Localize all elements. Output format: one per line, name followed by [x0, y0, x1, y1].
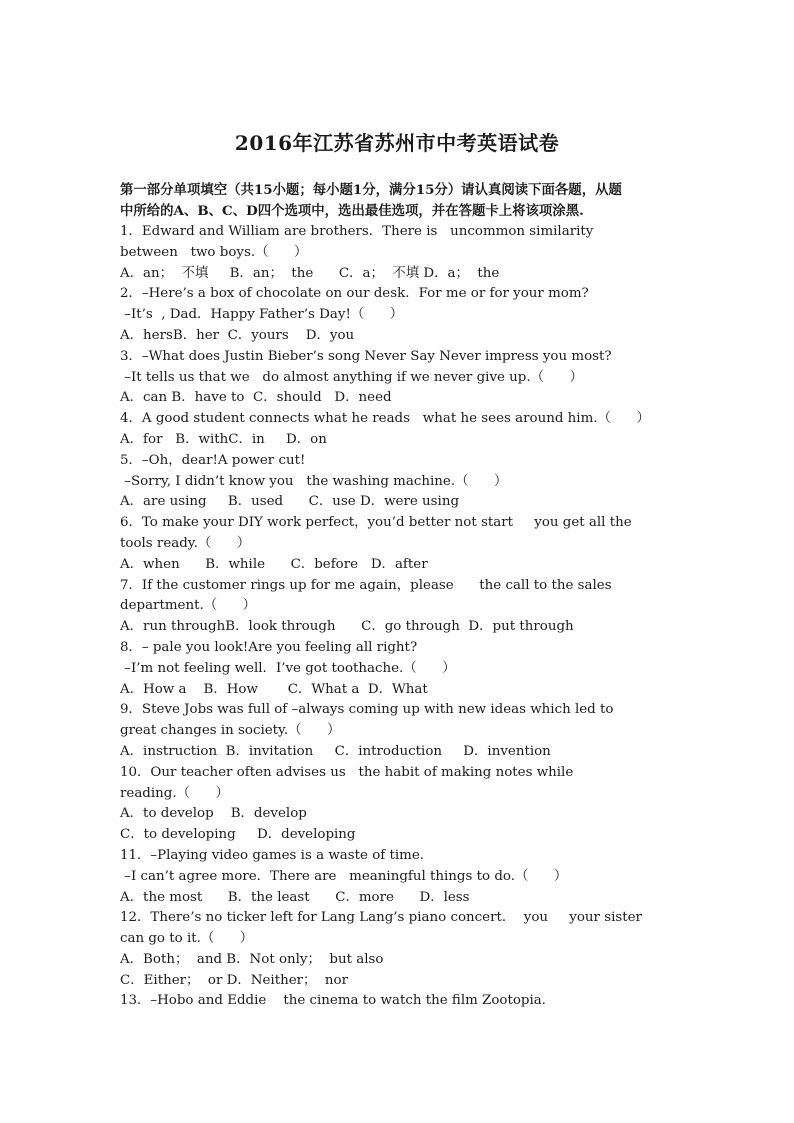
question-text: 9．Steve Jobs was full of –always coming up with new ideas which led to — [120, 702, 614, 718]
section-instructions — [120, 180, 680, 222]
question-6 — [120, 513, 680, 575]
answer-options: A．hersB．her C．yours D．you — [120, 327, 355, 343]
instruction-line: 中所给的A、B、C、D四个选项中，选出最佳选项，并在答题卡上将该项涂黑. — [120, 203, 584, 219]
question-text: 11．–Playing video games is a waste of time. — [120, 847, 425, 863]
question-13 — [120, 991, 680, 1012]
question-7 — [120, 576, 680, 638]
answer-options: A．to develop B．develop — [120, 806, 307, 822]
question-text: between two boys.（ ） — [120, 244, 308, 260]
answer-options: A．can B．have to C．should D．need — [120, 390, 392, 406]
answer-options: A．an； 不填 B．an； the C．a； 不填 D．a； the — [120, 265, 500, 281]
answer-options: C．to developing D．developing — [120, 827, 356, 843]
question-text: –I’m not feeling well．I’ve got toothache.（ ） — [120, 660, 456, 676]
question-text: 2．–Here’s a box of chocolate on our desk．For me or for your mom? — [120, 286, 589, 302]
question-text: 12．There’s no ticker left for Lang Lang’s piano concert． you your sister — [120, 910, 642, 926]
question-9 — [120, 700, 680, 762]
question-text: reading.（ ） — [120, 785, 229, 801]
question-11 — [120, 846, 680, 908]
question-list — [120, 222, 680, 1012]
question-text: can go to it.（ ） — [120, 931, 254, 947]
question-text: tools ready.（ ） — [120, 535, 251, 551]
answer-options: A．Both； and B．Not only； but also — [120, 951, 384, 967]
answer-options: A．run throughB．look through C．go through D．put through — [120, 619, 574, 635]
question-text: –It tells us that we do almost anything if we never give up.（ ） — [120, 369, 583, 385]
question-8 — [120, 638, 680, 700]
question-text: 4．A good student connects what he reads what he sees around him.（ ） — [120, 411, 650, 427]
question-4 — [120, 409, 680, 451]
question-text: 8．– pale you look!Are you feeling all right? — [120, 639, 418, 655]
question-10 — [120, 763, 680, 846]
question-12 — [120, 908, 680, 991]
question-5 — [120, 451, 680, 513]
question-text: great changes in society.（ ） — [120, 723, 341, 739]
question-text: 5．–Oh，dear!A power cut! — [120, 452, 306, 468]
answer-options: A．when B．while C．before D．after — [120, 556, 428, 572]
answer-options: A．are using B．used C．use D．were using — [120, 494, 460, 510]
question-text: department.（ ） — [120, 598, 257, 614]
question-3 — [120, 347, 680, 409]
answer-options: A．for B．withC．in D．on — [120, 431, 327, 447]
answer-options: A．How a B．How C．What a D．What — [120, 681, 428, 697]
instruction-line: 第一部分单项填空（共15小题；每小题1分，满分15分）请认真阅读下面各题，从题 — [120, 182, 622, 198]
question-text: 1．Edward and William are brothers．There is uncommon similarity — [120, 224, 594, 239]
question-text: 6．To make your DIY work perfect，you’d better not start you get all the — [120, 515, 632, 531]
question-text: 13．–Hobo and Eddie the cinema to watch the film Zootopia． — [120, 993, 556, 1009]
question-text: 7．If the customer rings up for me again，please the call to the sales — [120, 577, 612, 593]
answer-options: A．the most B．the least C．more D．less — [120, 889, 470, 905]
answer-options: A．instruction B．invitation C．introduction D．invention — [120, 743, 551, 759]
question-2 — [120, 284, 680, 346]
answer-options: C．Either； or D．Neither； nor — [120, 972, 349, 988]
question-text: –It’s , Dad．Happy Father’s Day!（ ） — [120, 307, 404, 323]
question-text: –Sorry, I didn’t know you the washing machine.（ ） — [120, 473, 508, 489]
page-title: 2016年江苏省苏州市中考英语试卷 — [234, 131, 560, 155]
question-text: 3．–What does Justin Bieber’s song Never Say Never impress you most? — [120, 348, 612, 364]
question-text: 10．Our teacher often advises us the habit of making notes while — [120, 764, 574, 780]
question-text: –I can’t agree more．There are meaningful things to do.（ ） — [120, 868, 568, 884]
question-1 — [120, 222, 680, 284]
